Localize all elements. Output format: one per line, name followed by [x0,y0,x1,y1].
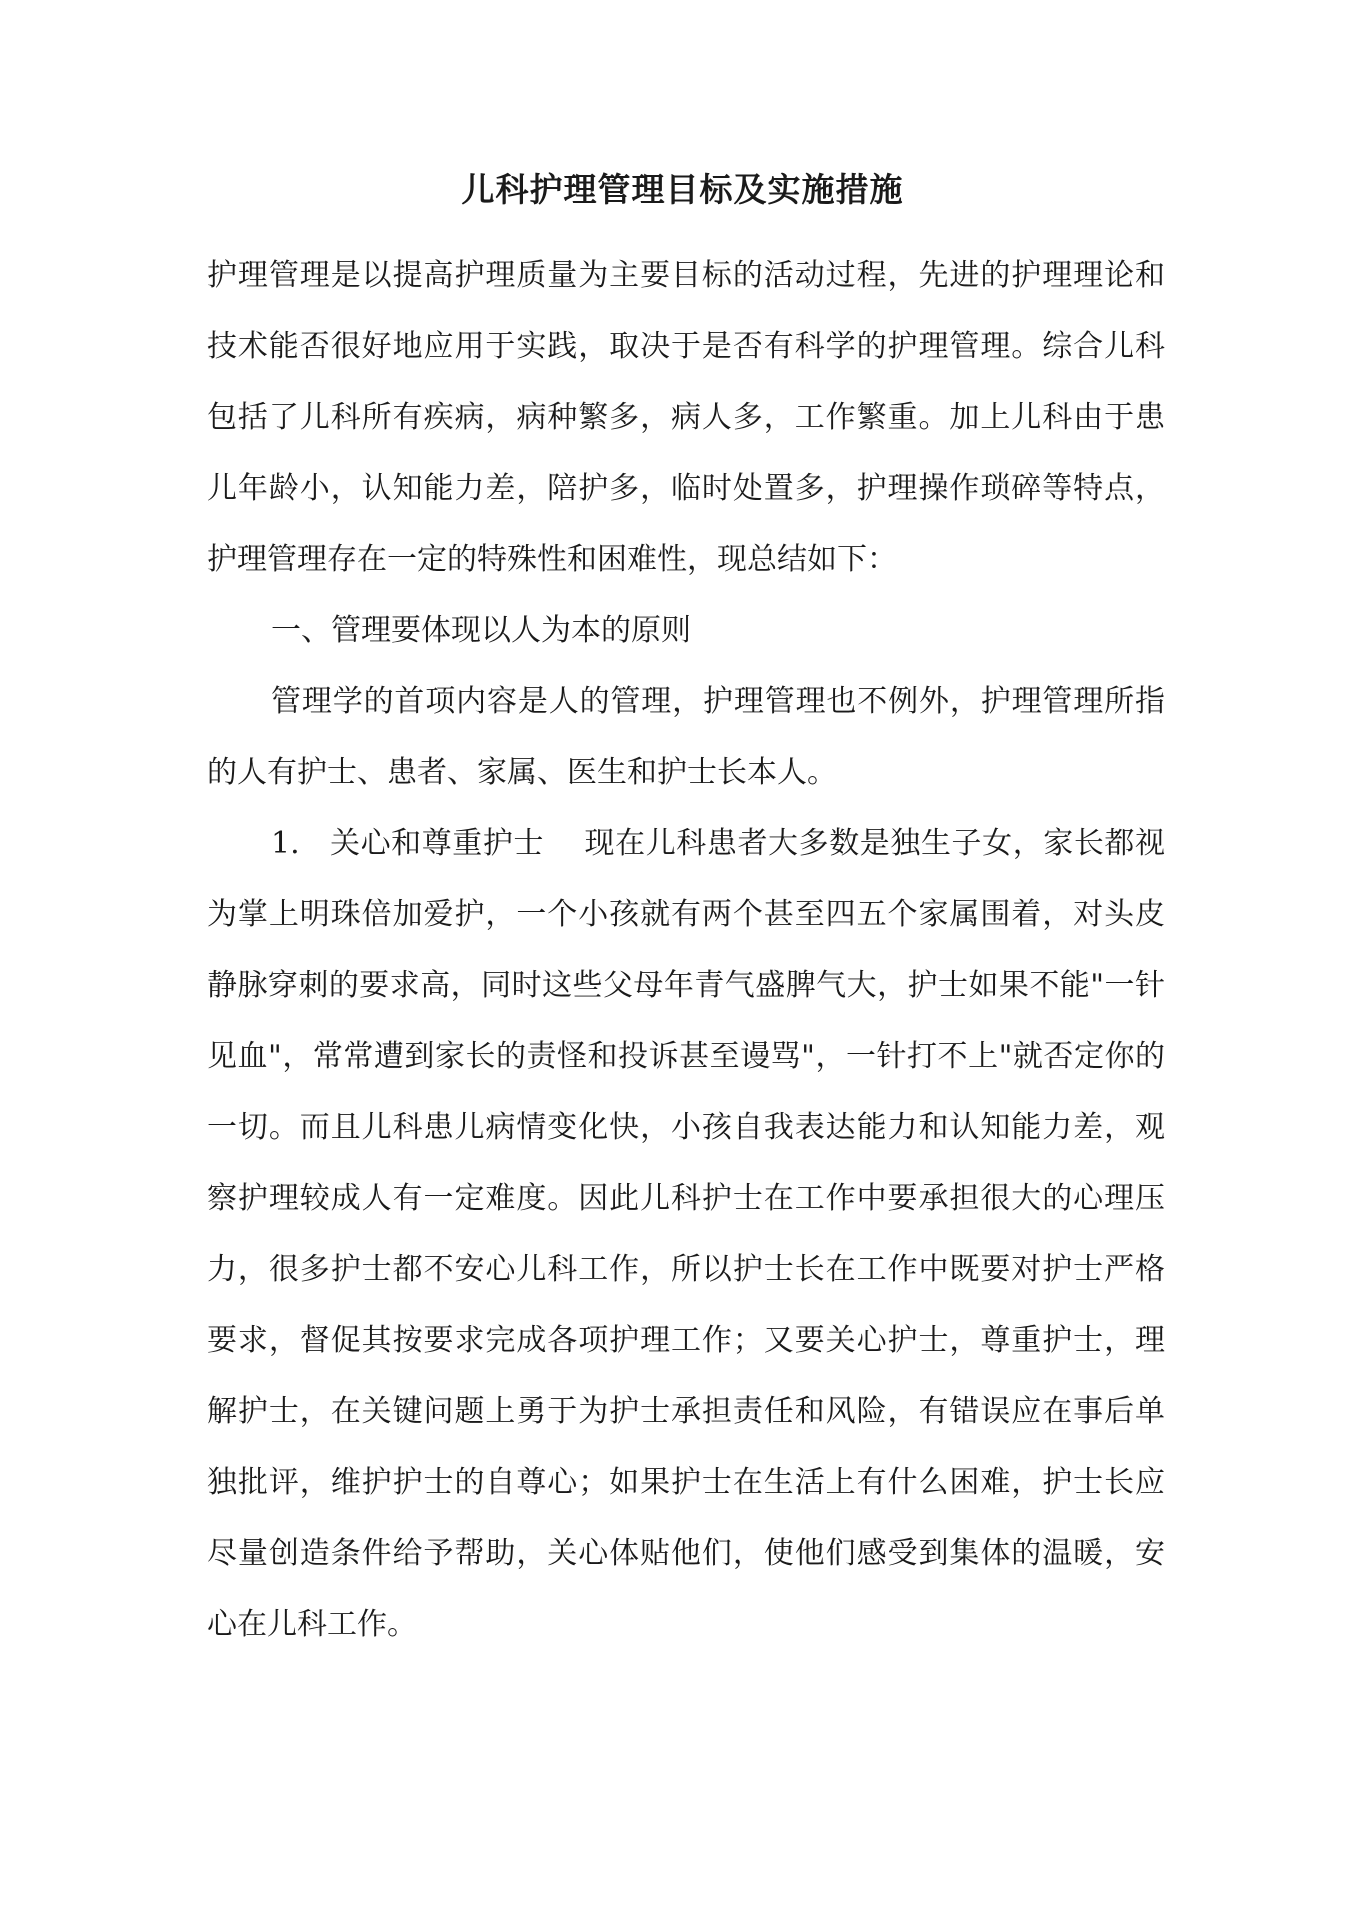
list-item-heading: 关心和尊重护士 [329,826,545,861]
document-body [207,240,1165,1660]
section-heading: 一、管理要体现以人为本的原则 [271,613,691,648]
section-paragraph: 管理学的首项内容是人的管理，护理管理也不例外，护理管理所指的人有护士、患者、家属、医生和护士长本人。 [207,684,1165,790]
intro-paragraph: 护理管理是以提高护理质量为主要目标的活动过程，先进的护理理论和技术能否很好地应用于实践，取决于是否有科学的护理管理。综合儿科包括了儿科所有疾病，病种繁多，病人多，工作繁重。加上儿科由于患儿年龄小，认知能力差，陪护多，临时处置多，护理操作琐碎等特点，护理管理存在一定的特殊性和困难性，现总结如下： [207,258,1165,577]
list-item-body: 现在儿科患者大多数是独生子女，家长都视为掌上明珠倍加爱护，一个小孩就有两个甚至四五个家属围着，对头皮静脉穿刺的要求高，同时这些父母年青气盛脾气大，护士如果不能"一针见血"，常常遭到家长的责怪和投诉甚至谩骂"，一针打不上"就否定你的一切。而且儿科患儿病情变化快，小孩自我表达能力和认知能力差，观察护理较成人有一定难度。因此儿科护士在工作中要承担很大的心理压力，很多护士都不安心儿科工作，所以护士长在工作中既要对护士严格要求，督促其按要求完成各项护理工作；又要关心护士，尊重护士，理解护士，在关键问题上勇于为护士承担责任和风险，有错误应在事后单独批评，维护护士的自尊心；如果护士在生活上有什么困难，护士长应尽量创造条件给予帮助，关心体贴他们，使他们感受到集体的温暖，安心在儿科工作。 [207,826,1166,1642]
list-item [207,808,1165,1660]
document-title: 儿科护理管理目标及实施措施 [461,170,904,209]
list-item-number: 1. [271,826,300,861]
